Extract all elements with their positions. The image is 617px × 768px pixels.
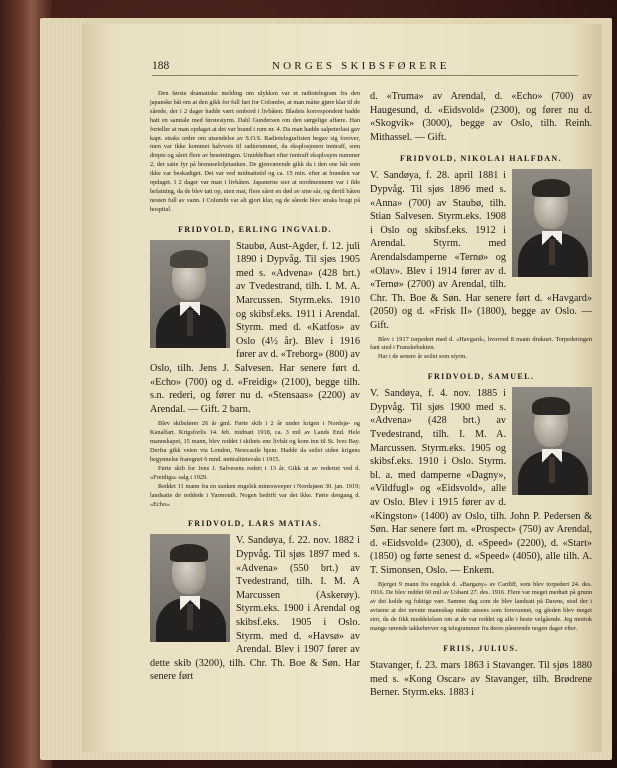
bio-erling: Staubø, Aust-Agder, f. 12. juli 1890 i Dypvåg. Til sjøs 1905 med s. «Advena» (428 brt.) av Tvedestrand, tilh. I. M. A. Marcussen. Styrm.eks. 1910 og skibsf.eks. 1911 i Arendal. Styrm. med d. «Katfos» av Oslo (4½ år). Blev i 1916 fører av d. «Treborg» (800) av Oslo, tilh. Jens J. Salvesen. Har senere ført d. «Echo» (700) og d. «Freidig» (2100), begge tilh. s.n. rederi, og fører nu d. «Stensaas» (2200) av Arendal. — Gift. 2 barn.: [150, 240, 360, 415]
entry-name-erling: FRIDVOLD, ERLING INGVALD.: [178, 224, 332, 234]
portrait-nikolai-fridvold: [512, 169, 592, 277]
right-column: [370, 90, 592, 700]
page-number: 188: [152, 60, 170, 72]
bio-nikolai: V. Sandøya, f. 28. april 1881 i Dypvåg. Til sjøs 1896 med s. «Anna» (700) av Staubø, tilh. Stian Salvesen. Styrm.eks. 1908 i Oslo og skibsf.eks. 1912 i Arendal. Styrm. med Arendalsdamperne «Ternø» og «Olav». Blev i 1914 fører av d. «Ternø» (2700) av Arendal, tilh. Chr. Th. Boe & Søn. Har senere ført d. «Havgard» (2050) og d. «Frisk II» (1800), begge av Oslo. — Gift.: [370, 170, 592, 331]
entry-name-samuel: FRIDVOLD, SAMUEL.: [427, 372, 535, 382]
running-title: NORGES SKIBSFØRERE: [272, 60, 450, 72]
book-page: [82, 24, 602, 752]
continued-text: d. «Truma» av Arendal, d. «Echo» (700) av Haugesund, d. «Eidsvold» (2300), og fører nu d. «Skogvik» (3000), begge av Oslo, tilh. Reinh. Mithassel. — Gift.: [370, 91, 592, 143]
note-nikolai-2: Har i de senere år seilet som styrm.: [378, 353, 467, 361]
note-nikolai-1: Blev i 1917 torpedert med d. «Havgard», hvorved 8 mann druknet. Torpederingen fant sted i Franskebukten.: [370, 335, 592, 352]
portrait-samuel-fridvold: [512, 387, 592, 495]
bio-julius: Stavanger, f. 23. mars 1863 i Stavanger. Til sjøs 1880 med s. «Kong Oscar» av Stavanger, tilh. Brødrene Berner. Styrm.eks. 1883 i: [370, 659, 592, 699]
note-samuel-1: Bjerget 9 mann fra engelsk d. «Bargany» av Cardiff, som blev torpedert 24. des. 1916. De blev reddet 60 mil av Ushant 27. des. 1916. Flere var meget medtatt på grunn av det kolde og fuktige vær. Samme dag som de blev landsatt på Dawns, stod der i avisene at det nevnte mannskap måtte ansees som forsvunnet, og gleden blev meget stor, da de fikk meddelelsen om at de var reddet og alle i beste velgående. Jeg mottok mange rørende takkebrever og telegrammer fra deres pårørende nogen dager efter.: [370, 580, 592, 633]
intro-paragraph: Den første dramatiske melding om ulykken var et radiotelegram fra den japanske båt om at den gikk for full fart for Colombo, at man måtte gjøre klar til de sårede, der i 2 dager hadde vært ombord i livbåten. Bladets korrespondent hadde hatt en samtale med førstestyrm. Dahl Gundersen om den sørgelige affære. Han forteller at man opdaget at det var brand i rum nr. 4. Da man hadde salpeterlast gav kapt. straks ordre om utsendelse av S.O.S. Radiotelegrafisten begav sig forover, men var ikke kommet halvveis til radiorummet, da eksplosjonen inntraff, som drepte og såret flere av besetningen. Umiddelbart efter inntraff eksplosjon nummer 2, der satte fyr på brennseloljetanken. De gjenværende gikk da i den ene båt som ikke var beskadiget. Det var ved midnattstid og ca. 15 min. efter at branden var opdaget. I 2 dager var man i livbåten. Japanerne sier at nordmennene var i ilde befatning, da de blev tatt op, uten mat, flere såret en død av sine sår, og dertil båten nesten full av vann. I Columbi var alt gjort klar, og de sårede blev straks bragt på hospital.: [150, 90, 360, 213]
page-header: [152, 60, 578, 76]
note-erling-1: Blev skibsfører 26 år gml. Førte skib i 2 år under krigen i Nordsjø- og Kanalfart. Krigsforlis 14. feb. midnatt 1918, ca. 3 mil av Lands End. Hele mannskapet, 15 mann, blev reddet i skibets ene livbåt og kom inn til St. Ives Bay. Derfra gikk veien via London, Newcastle hjem. Hadde da seilet siden krigens begynnelse fraregnet 6 mnd. nøitralitetsvakt i 1915.: [150, 420, 360, 464]
bio-lars: V. Sandøya, f. 22. nov. 1882 i Dypvåg. Til sjøs 1897 med s. «Advena» (550 brt.) av Tvedestrand, tilh. I. M. A Marcussen (Askerøy). Styrm.eks. 1900 i Arendal og skibsf.eks. 1905 i Oslo. Styrm. med d. «Havsø» av Arendal. Blev i 1907 fører av dette skib (3200), tilh. Chr. Th. Boe & Søn. Har senere ført: [150, 535, 360, 683]
portrait-erling-fridvold: [150, 240, 230, 348]
note-erling-2: Førte skib for Jens J. Salvesens rederi i 13 år. Gikk ut av rederiet ved d. «Freidigs» salg i 1929.: [150, 464, 360, 481]
header-rule: [152, 75, 578, 76]
bio-samuel: V. Sandøya, f. 4. nov. 1885 i Dypvåg. Til sjøs 1900 med s. «Advena» (428 brt.) av Tvedestrand, tilh. I. M. A. Marcussen. Styrm.eks. 1905 og skibsf.eks. 1910 i Oslo. Styrm. bl. a. med damperne «Dagny», «Vildfugl» og «Eidsvold», alle av Oslo. Blev i 1915 fører av d. «Kingston» (1400) av Oslo, tilh. John P. Pedersen & Søn. Har senere ført m. «Prospect» (750) av Arendal, d. «Eidsvold» (2300), d. «Speed» (2200), d. «Start» (1850) og førte senest d. «Speed» (4050), alle tilh. A. T. Simonsen, Oslo. — Enkem.: [370, 388, 592, 576]
entry-name-nikolai: FRIDVOLD, NIKOLAI HALFDAN.: [399, 154, 563, 164]
note-erling-3: Reddet 11 mann fra en sunken engelsk minesweeper i Nordsjøen 30. jan. 1919; landsatte de reddede i Yarmouth. Nogen bedrift var det ikke. Førte dengang d. «Echo».: [150, 482, 360, 508]
portrait-lars-fridvold: [150, 534, 230, 642]
entry-name-julius: FRIIS, JULIUS.: [443, 643, 519, 653]
left-column: [150, 90, 360, 684]
entry-name-lars: FRIDVOLD, LARS MATIAS.: [187, 519, 323, 529]
